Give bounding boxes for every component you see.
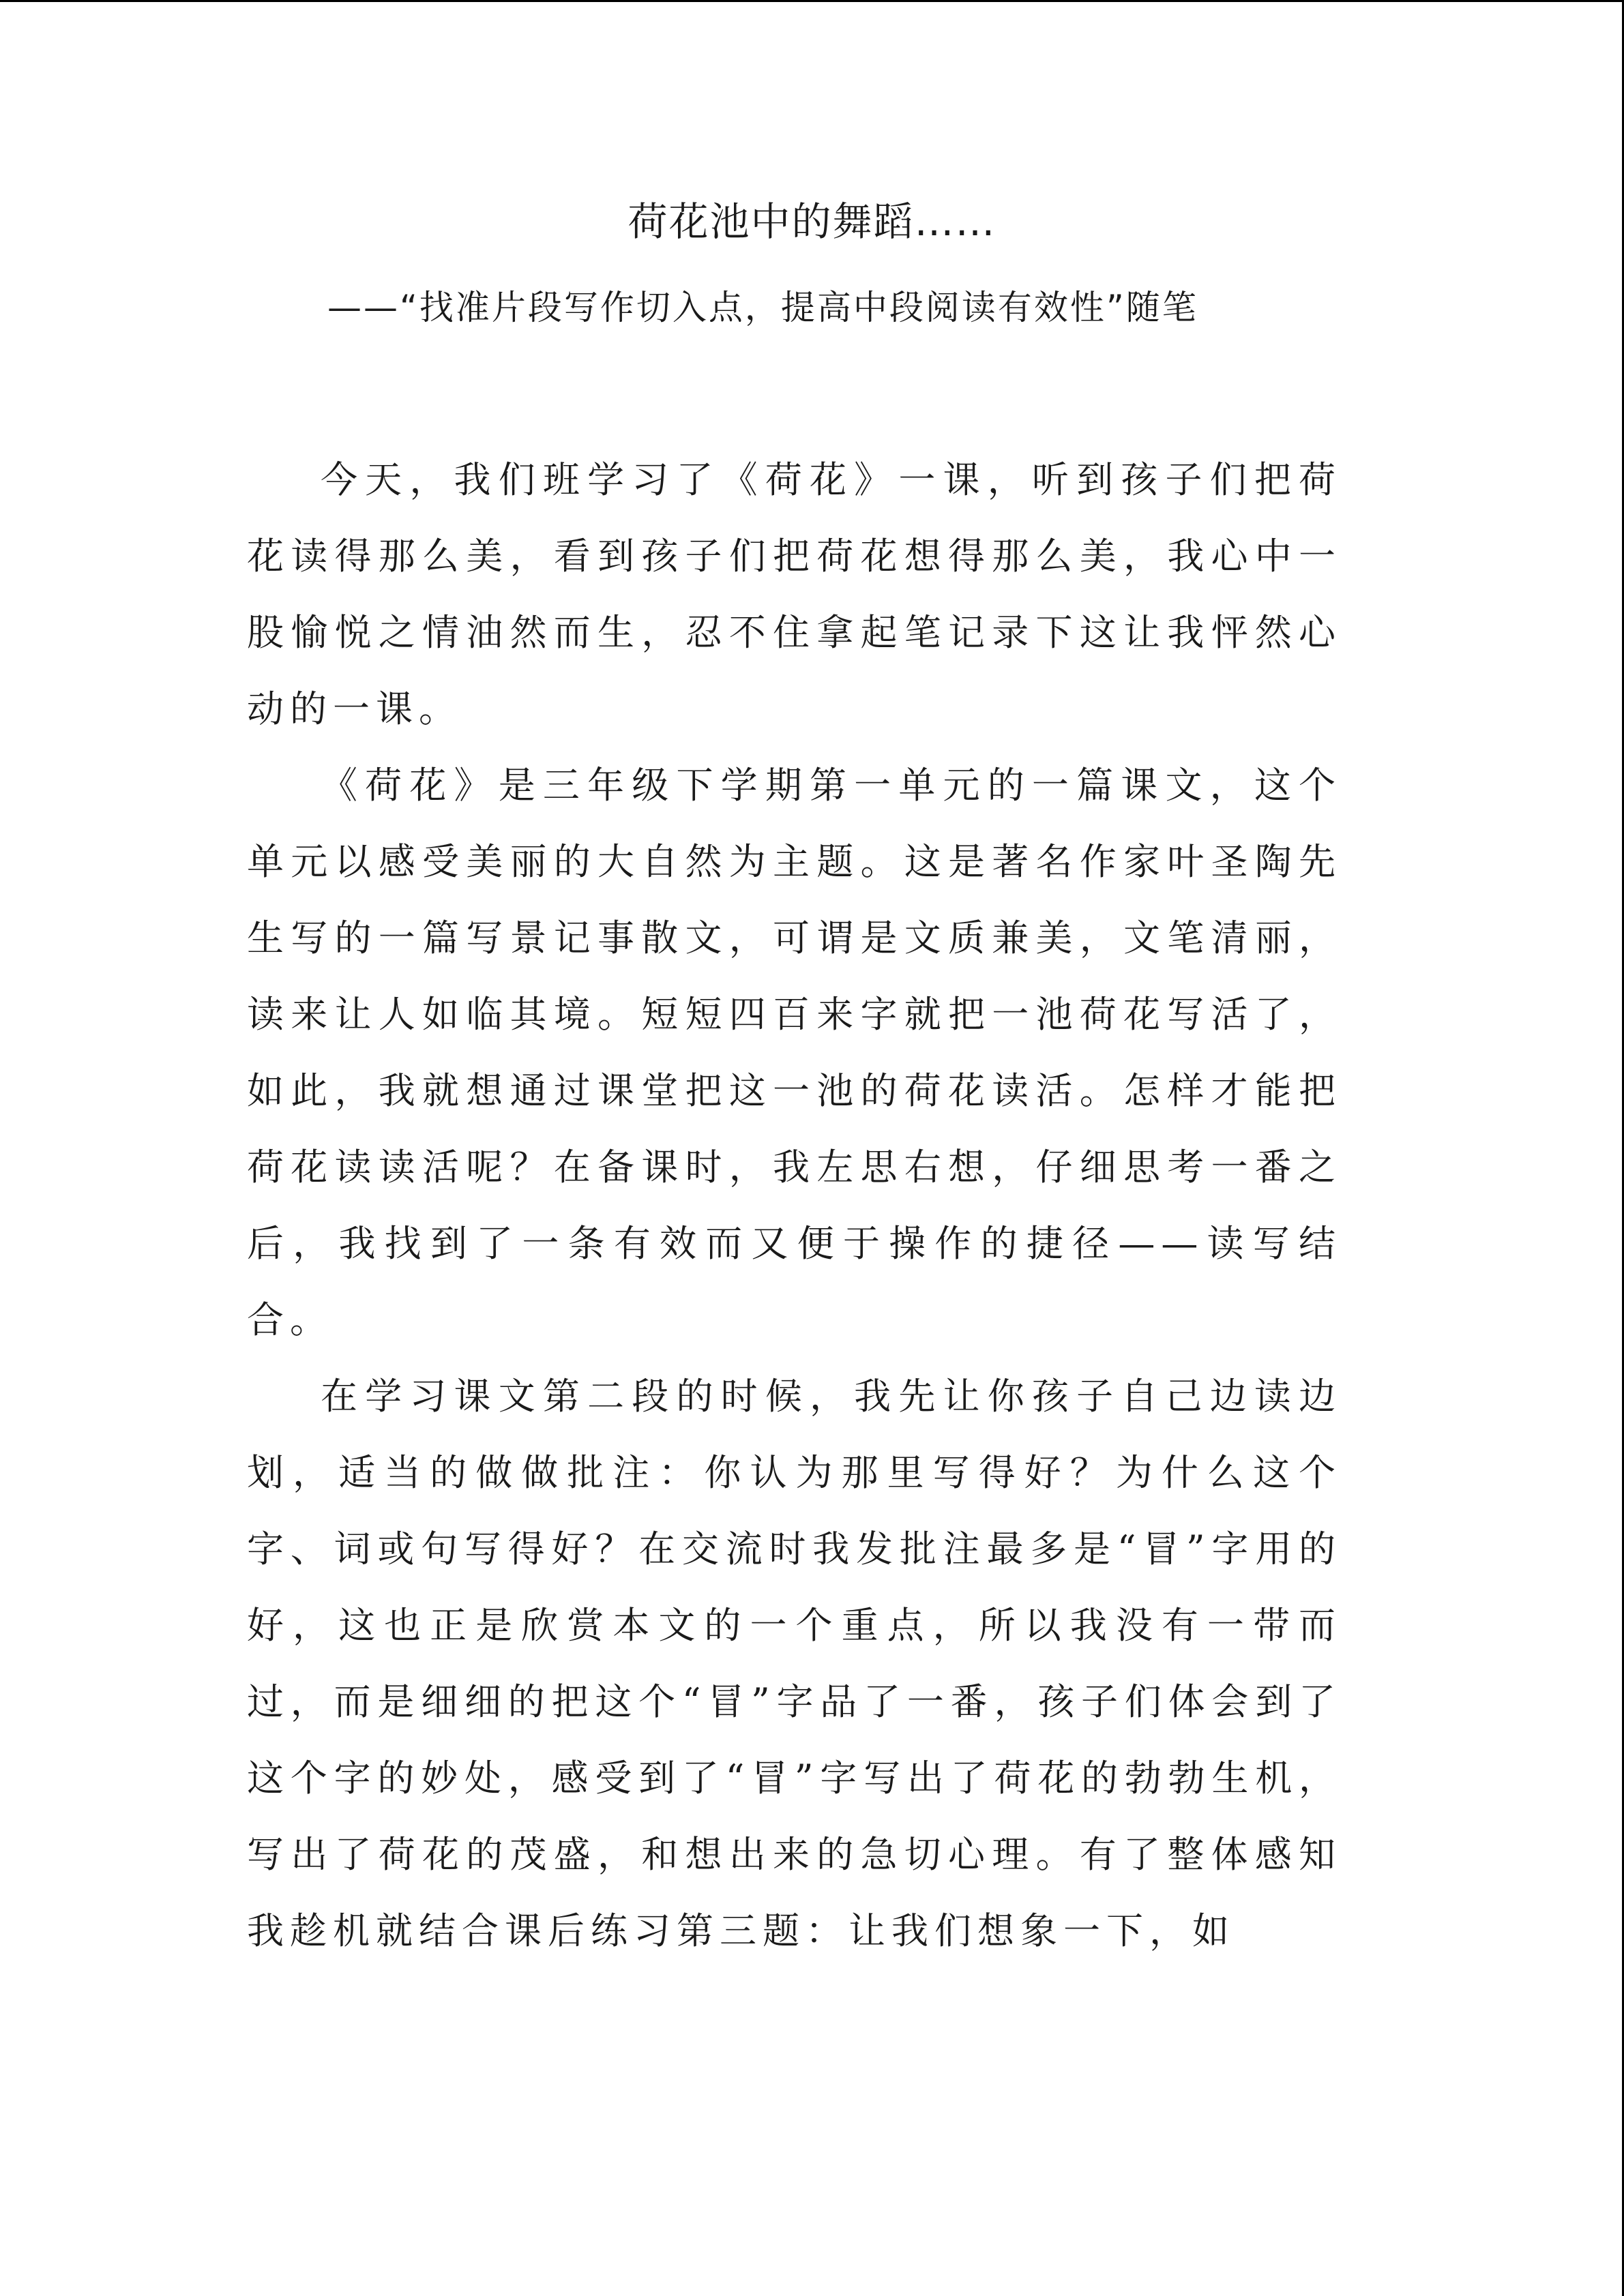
paragraph-3: 在学习课文第二段的时候，我先让你孩子自己边读边划，适当的做做批注：你认为那里写得好？为什么这个字、词或句写得好？在交流时我发批注最多是“冒”字用的好，这也正是欣赏本文的一个重点，所以我没有一带而过，而是细细的把这个“冒”字品了一番，孩子们体会到了这个字的妙处，感受到了“冒”字写出了荷花的勃勃生机，写出了荷花的茂盛，和想出来的急切心理。有了整体感知我趁机就结合课后练习第三题：让我们想象一下，如 [247,1375,1342,1952]
paragraph-2: 《荷花》是三年级下学期第一单元的一篇课文，这个单元以感受美丽的大自然为主题。这是著名作家叶圣陶先生写的一篇写景记事散文，可谓是文质兼美，文笔清丽，读来让人如临其境。短短四百来字就把一池荷花写活了，如此，我就想通过课堂把这一池的荷花读活。怎样才能把荷花读读活呢？在备课时，我左思右想，仔细思考一番之后，我找到了一条有效而又便于操作的捷径——读写结合。 [247,764,1342,1341]
document-title: 荷花池中的舞蹈…… [628,198,996,245]
document-subtitle: ——“找准片段写作切入点，提高中段阅读有效性”随笔 [327,288,1198,327]
paragraph-1: 今天，我们班学习了《荷花》一课，听到孩子们把荷花读得那么美，看到孩子们把荷花想得那么美，我心中一股愉悦之情油然而生，忍不住拿起笔记录下这让我怦然心动的一课。 [247,458,1342,730]
document-body [247,442,1342,1969]
